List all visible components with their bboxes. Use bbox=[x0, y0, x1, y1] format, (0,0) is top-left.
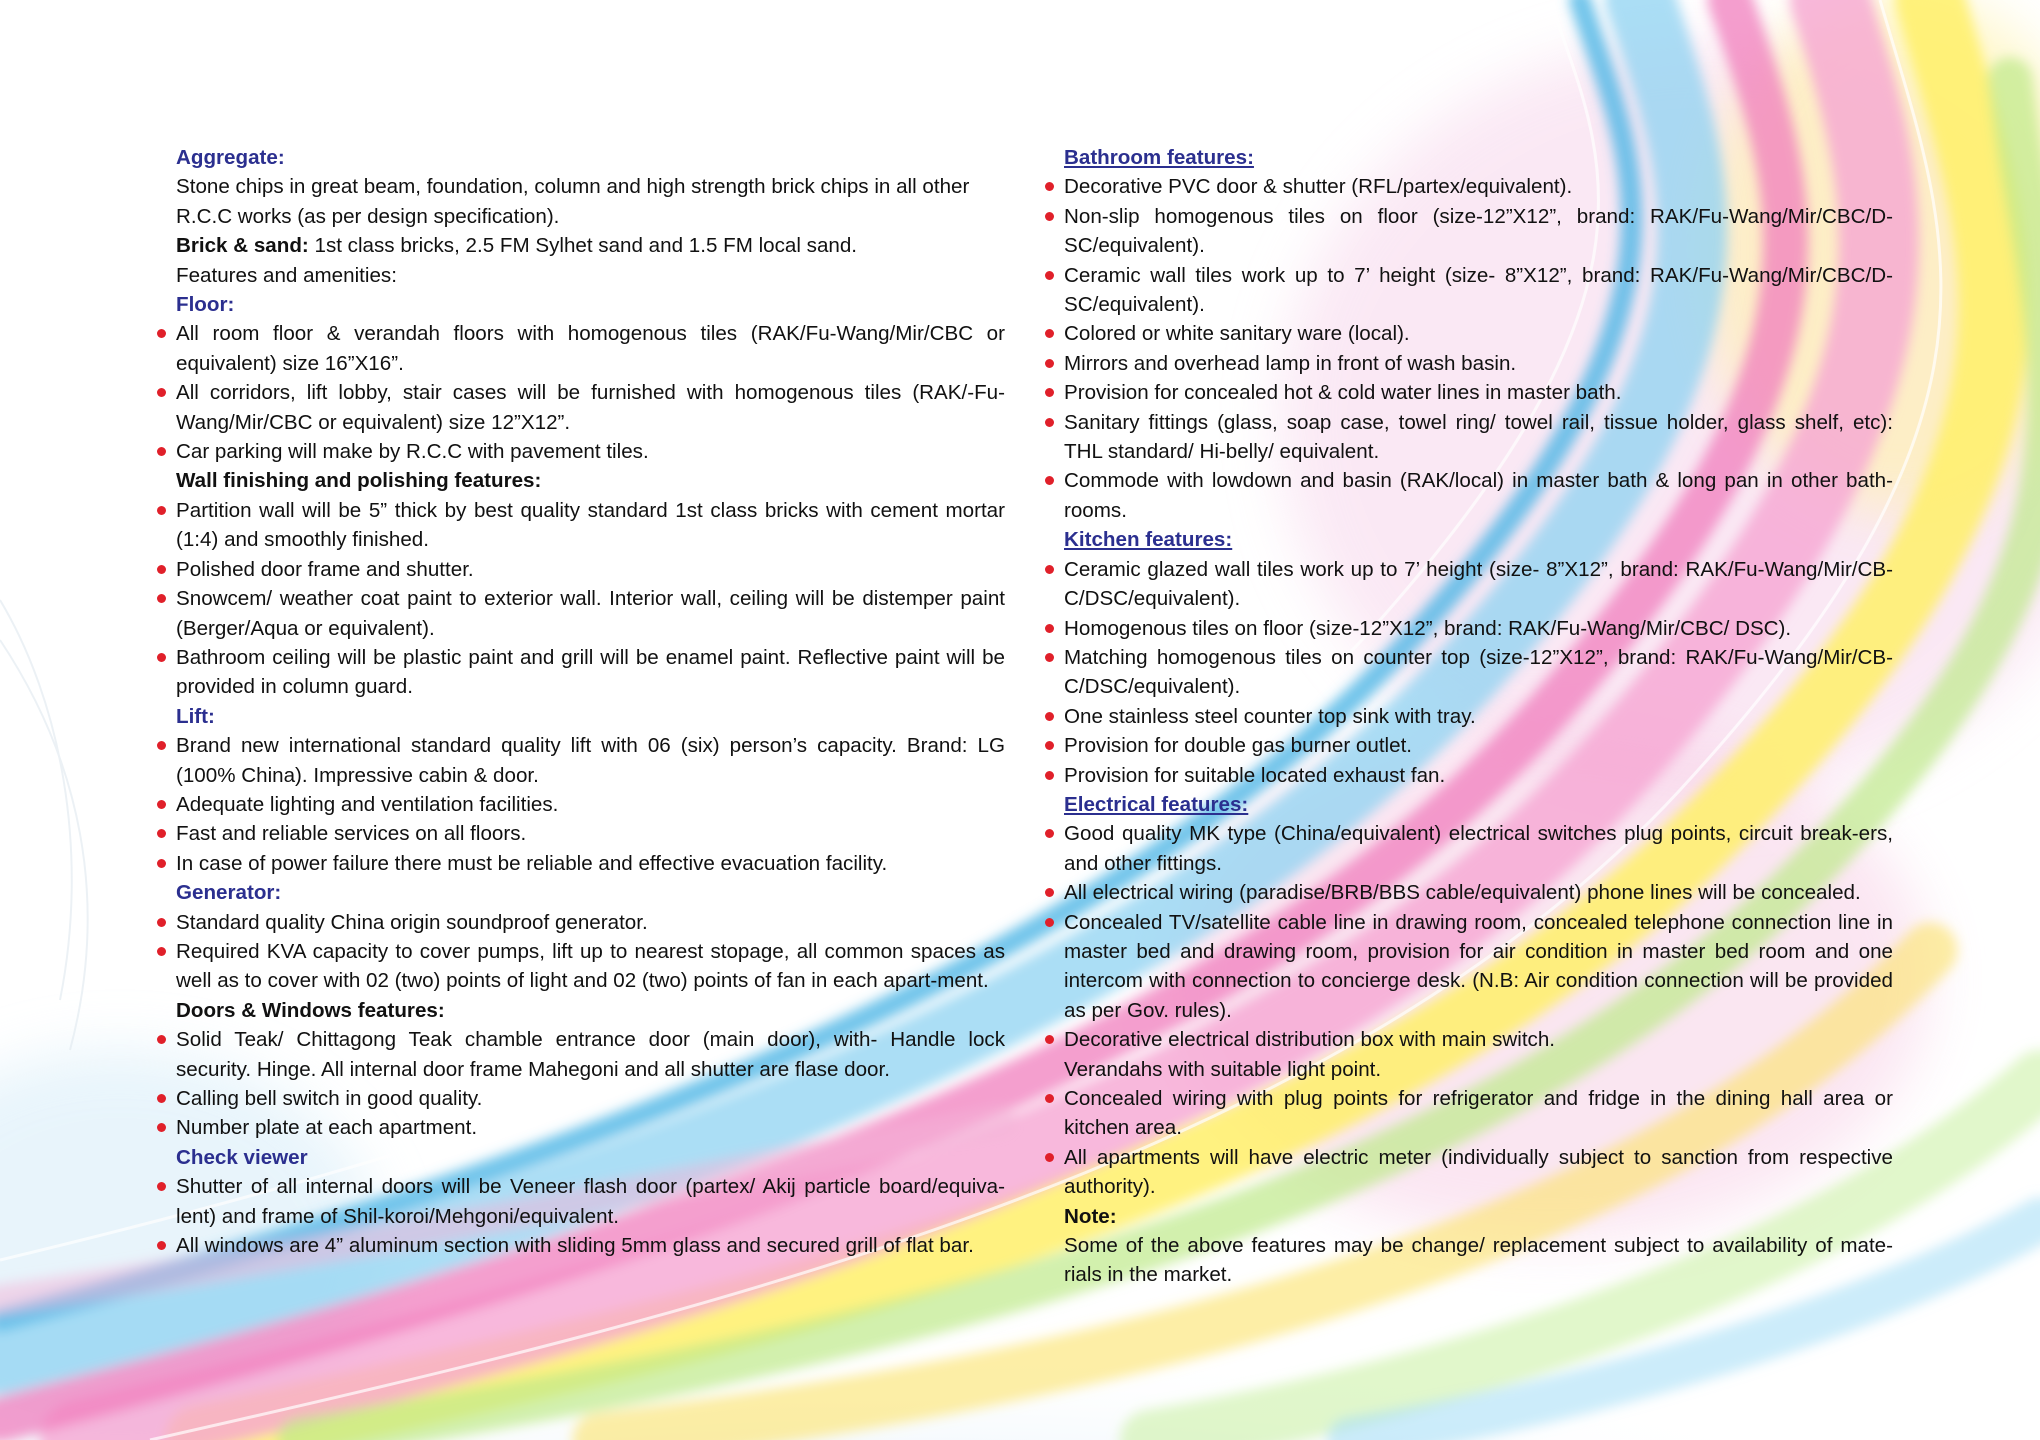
kitchen-heading: Kitchen features: bbox=[1064, 528, 1233, 552]
bullet-icon bbox=[1045, 1094, 1054, 1103]
bullet-icon bbox=[1045, 388, 1054, 397]
list-item-text: Sanitary fittings (glass, soap case, towel ring/ towel rail, tissue holder, glass shelf, etc): THL standard/ Hi-belly/ equivalent. bbox=[1064, 410, 1893, 464]
list-item bbox=[157, 731, 1005, 790]
wall-finishing-heading: Wall finishing and polishing features: bbox=[176, 469, 542, 493]
list-item-text: All corridors, lift lobby, stair cases will be furnished with homogenous tiles (RAK/-Fu-Wang/Mir/CBC or equivalent) size 12”X12”. bbox=[176, 381, 1005, 434]
bullet-icon bbox=[157, 1182, 166, 1191]
bullet-icon bbox=[157, 447, 166, 456]
bullet-icon bbox=[157, 859, 166, 868]
aggregate-text: Stone chips in great beam, foundation, column and high strength brick chips in all other R.C.C works (as per design specification). bbox=[176, 175, 970, 228]
list-item bbox=[1045, 1143, 1893, 1202]
list-item-text: All windows are 4” aluminum section with sliding 5mm glass and secured grill of flat bar. bbox=[176, 1234, 974, 1258]
list-item-text: Decorative electrical distribution box with main switch. bbox=[1064, 1028, 1556, 1052]
list-item bbox=[1045, 555, 1893, 614]
bullet-icon bbox=[157, 741, 166, 750]
list-item bbox=[157, 319, 1005, 378]
note-heading: Note: bbox=[1064, 1204, 1117, 1228]
bullet-icon bbox=[1045, 918, 1054, 927]
bullet-icon bbox=[157, 829, 166, 838]
list-item bbox=[157, 908, 1005, 937]
list-item-text: In case of power failure there must be reliable and effective evacuation facility. bbox=[176, 851, 888, 875]
list-item-text: One stainless steel counter top sink with tray. bbox=[1064, 704, 1476, 728]
bullet-icon bbox=[1045, 271, 1054, 280]
list-item-text: Provision for concealed hot & cold water lines in master bath. bbox=[1064, 381, 1622, 405]
list-item-text: Partition wall will be 5” thick by best quality standard 1st class bricks with cement mortar (1:4) and smoothly finished. bbox=[176, 498, 1005, 552]
bullet-icon bbox=[157, 388, 166, 397]
bullet-icon bbox=[1045, 1035, 1054, 1044]
list-item-text: All electrical wiring (paradise/BRB/BBS cable/equivalent) phone lines will be concealed. bbox=[1064, 881, 1861, 905]
list-item bbox=[157, 937, 1005, 996]
note-text: Some of the above features may be change/ replacement subject to availability of mate-rials in the market. bbox=[1064, 1234, 1893, 1287]
aggregate-heading: Aggregate: bbox=[176, 146, 285, 169]
list-item-text: Fast and reliable services on all floors. bbox=[176, 822, 527, 846]
list-item bbox=[157, 496, 1005, 555]
generator-heading: Generator: bbox=[176, 881, 282, 905]
floor-heading: Floor: bbox=[176, 293, 235, 317]
bullet-icon bbox=[1045, 829, 1054, 838]
brick-sand-text: 1st class bricks, 2.5 FM Sylhet sand and 1.5 FM local sand. bbox=[308, 234, 858, 258]
bullet-icon bbox=[157, 947, 166, 956]
list-item-text: Bathroom ceiling will be plastic paint and grill will be enamel paint. Reflective paint will be provided in column guard. bbox=[176, 645, 1005, 699]
list-item-text: Matching homogenous tiles on counter top (size-12”X12”, brand: RAK/Fu-Wang/Mir/CB-C/DSC/equivalent). bbox=[1064, 645, 1893, 699]
list-item-text: Provision for suitable located exhaust fan. bbox=[1064, 763, 1446, 787]
verandah-light-line: Verandahs with suitable light point. bbox=[1064, 1057, 1382, 1081]
right-column bbox=[1045, 143, 1893, 1290]
list-item bbox=[1045, 731, 1893, 760]
bullet-icon bbox=[1045, 212, 1054, 221]
list-item bbox=[157, 584, 1005, 643]
list-item-text: Shutter of all internal doors will be Veneer flash door (partex/ Akij particle board/equiva-lent) and frame of Shil-koroi/Mehgoni/equivalent. bbox=[176, 1175, 1005, 1228]
bullet-icon bbox=[157, 1094, 166, 1103]
list-item bbox=[1045, 466, 1893, 525]
list-item bbox=[1045, 319, 1893, 348]
list-item bbox=[1045, 908, 1893, 1026]
list-item-text: Car parking will make by R.C.C with pavement tiles. bbox=[176, 440, 649, 464]
list-item bbox=[157, 819, 1005, 848]
doors-windows-heading: Doors & Windows features: bbox=[176, 998, 445, 1022]
list-item-text: Number plate at each apartment. bbox=[176, 1116, 478, 1140]
bathroom-heading: Bathroom features: bbox=[1064, 146, 1254, 169]
bullet-icon bbox=[1045, 359, 1054, 368]
list-item-text: All apartments will have electric meter (individually subject to sanction from respective authority). bbox=[1064, 1145, 1893, 1199]
bullet-icon bbox=[157, 565, 166, 574]
check-viewer-heading: Check viewer bbox=[176, 1145, 308, 1169]
list-item bbox=[1045, 378, 1893, 407]
bullet-icon bbox=[157, 506, 166, 515]
list-item-text: Adequate lighting and ventilation facilities. bbox=[176, 792, 559, 816]
list-item bbox=[1045, 819, 1893, 878]
bullet-icon bbox=[1045, 741, 1054, 750]
bullet-icon bbox=[157, 800, 166, 809]
bullet-icon bbox=[157, 653, 166, 662]
list-item bbox=[157, 1172, 1005, 1231]
list-item bbox=[1045, 349, 1893, 378]
bullet-icon bbox=[1045, 712, 1054, 721]
bullet-icon bbox=[1045, 182, 1054, 191]
list-item bbox=[1045, 172, 1893, 201]
list-item-text: Provision for double gas burner outlet. bbox=[1064, 734, 1413, 758]
list-item bbox=[1045, 408, 1893, 467]
list-item-text: Brand new international standard quality lift with 06 (six) person’s capacity. Brand: LG (100% China). Impressive cabin & door. bbox=[176, 734, 1005, 787]
bullet-icon bbox=[157, 1123, 166, 1132]
list-item-text: Calling bell switch in good quality. bbox=[176, 1087, 483, 1110]
list-item bbox=[157, 437, 1005, 466]
brick-sand-line bbox=[157, 231, 1005, 260]
list-item bbox=[157, 1025, 1005, 1084]
bullet-icon bbox=[1045, 624, 1054, 633]
bullet-icon bbox=[1045, 418, 1054, 427]
list-item-text: Commode with lowdown and basin (RAK/local) in master bath & long pan in other bath-rooms. bbox=[1064, 469, 1893, 522]
bullet-icon bbox=[157, 329, 166, 338]
list-item bbox=[1045, 1025, 1893, 1054]
bullet-icon bbox=[157, 918, 166, 927]
lift-heading: Lift: bbox=[176, 704, 215, 728]
bullet-icon bbox=[157, 594, 166, 603]
bullet-icon bbox=[157, 1035, 166, 1044]
list-item-text: Concealed wiring with plug points for refrigerator and fridge in the dining hall area or kitchen area. bbox=[1064, 1087, 1893, 1140]
list-item-text: Polished door frame and shutter. bbox=[176, 557, 474, 581]
list-item bbox=[157, 378, 1005, 437]
list-item bbox=[157, 643, 1005, 702]
list-item-text: Good quality MK type (China/equivalent) electrical switches plug points, circuit break-ers, and other fittings. bbox=[1064, 822, 1893, 875]
list-item-text: Decorative PVC door & shutter (RFL/partex/equivalent). bbox=[1064, 175, 1573, 199]
list-item bbox=[157, 1113, 1005, 1142]
bullet-icon bbox=[1045, 653, 1054, 662]
list-item bbox=[157, 555, 1005, 584]
list-item bbox=[157, 1231, 1005, 1260]
list-item bbox=[1045, 202, 1893, 261]
list-item-text: Ceramic wall tiles work up to 7’ height (size- 8”X12”, brand: RAK/Fu-Wang/Mir/CBC/D-SC/equivalent). bbox=[1064, 263, 1893, 317]
list-item-text: Non-slip homogenous tiles on floor (size-12”X12”, brand: RAK/Fu-Wang/Mir/CBC/D-SC/equivalent). bbox=[1064, 204, 1893, 258]
bullet-icon bbox=[1045, 1153, 1054, 1162]
list-item bbox=[157, 1084, 1005, 1113]
bullet-icon bbox=[1045, 476, 1054, 485]
list-item bbox=[157, 790, 1005, 819]
brick-sand-label: Brick & sand: bbox=[176, 234, 309, 258]
bullet-icon bbox=[1045, 771, 1054, 780]
list-item-text: Concealed TV/satellite cable line in drawing room, concealed telephone connection line in master bed and drawing room, provision for air condition in master bed room and one intercom with connection to concierge desk. (N.B: Air condition connection will be provided as per Gov. rules). bbox=[1064, 910, 1893, 1022]
list-item bbox=[1045, 643, 1893, 702]
list-item bbox=[1045, 614, 1893, 643]
list-item-text: Standard quality China origin soundproof generator. bbox=[176, 910, 648, 934]
bullet-icon bbox=[1045, 888, 1054, 897]
list-item-text: Homogenous tiles on floor (size-12”X12”, brand: RAK/Fu-Wang/Mir/CBC/ DSC). bbox=[1064, 616, 1792, 640]
bullet-icon bbox=[1045, 565, 1054, 574]
list-item bbox=[1045, 702, 1893, 731]
electrical-heading: Electrical features: bbox=[1064, 792, 1249, 816]
list-item-text: Snowcem/ weather coat paint to exterior wall. Interior wall, ceiling will be distemper paint (Berger/Aqua or equivalent). bbox=[176, 587, 1005, 640]
list-item-text: Ceramic glazed wall tiles work up to 7’ height (size- 8”X12”, brand: RAK/Fu-Wang/Mir/CB-C/DSC/equivalent). bbox=[1064, 557, 1893, 611]
left-column bbox=[157, 143, 1005, 1260]
list-item bbox=[1045, 1084, 1893, 1143]
list-item bbox=[1045, 878, 1893, 907]
list-item bbox=[1045, 261, 1893, 320]
list-item bbox=[1045, 761, 1893, 790]
bullet-icon bbox=[1045, 329, 1054, 338]
list-item-text: Solid Teak/ Chittagong Teak chamble entrance door (main door), with- Handle lock security. Hinge. All internal door frame Mahegoni and all shutter are flase door. bbox=[176, 1028, 1005, 1081]
features-intro: Features and amenities: bbox=[176, 263, 397, 287]
list-item-text: Required KVA capacity to cover pumps, lift up to nearest stopage, all common spaces as well as to cover with 02 (two) points of light and 02 (two) points of fan in each apart-ment. bbox=[176, 939, 1005, 993]
list-item-text: All room floor & verandah floors with homogenous tiles (RAK/Fu-Wang/Mir/CBC or equivalent) size 16”X16”. bbox=[176, 322, 1005, 375]
list-item-text: Mirrors and overhead lamp in front of wash basin. bbox=[1064, 351, 1517, 375]
bullet-icon bbox=[157, 1241, 166, 1250]
list-item bbox=[157, 849, 1005, 878]
list-item-text: Colored or white sanitary ware (local). bbox=[1064, 322, 1410, 346]
